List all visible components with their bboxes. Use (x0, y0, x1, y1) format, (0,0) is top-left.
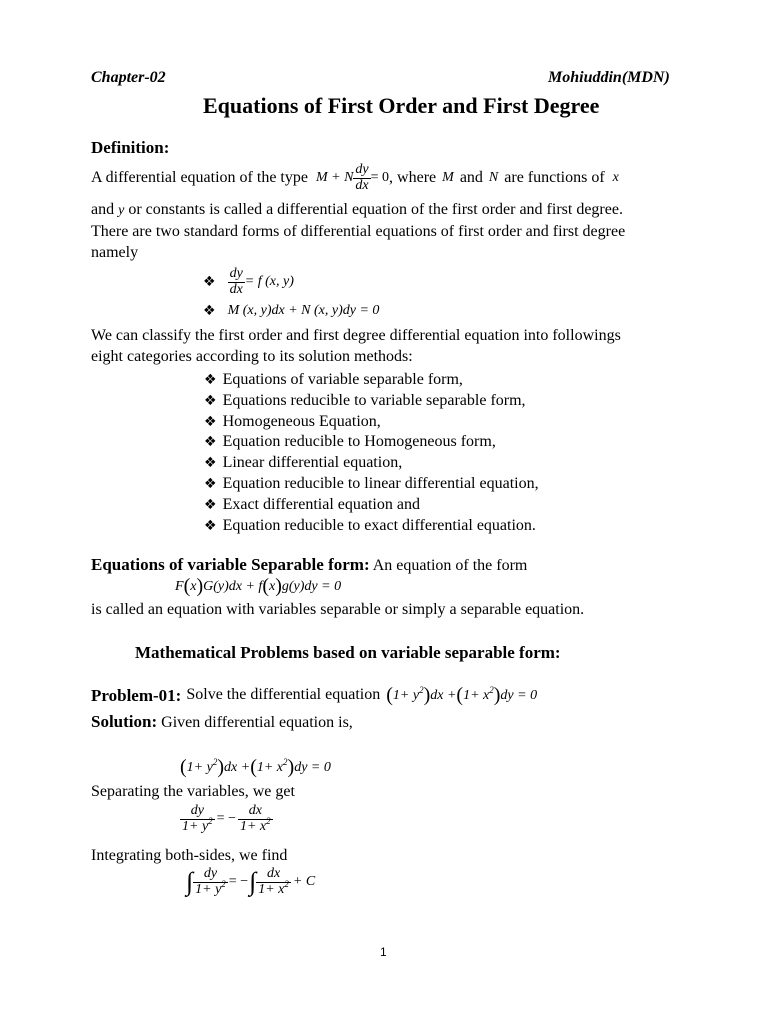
problem-equation: $(1+ y^2)dx +(1+ x^2)dy = 0$ (386, 684, 538, 706)
eq-term: dx + (224, 760, 251, 775)
eq1-rhs: = 0 (370, 170, 390, 185)
category-list (204, 370, 539, 536)
chapter-label: Chapter-02 (91, 69, 166, 86)
eq1-numerator: dy (355, 161, 369, 177)
form1-fraction (228, 267, 245, 297)
var-x: x (612, 170, 619, 185)
list-item (204, 453, 539, 474)
page-number: 1 (380, 945, 387, 959)
rhs-den-exp: 2 (266, 815, 271, 826)
int-lhs-fraction (193, 867, 228, 897)
lhs-den (180, 815, 215, 835)
eq-x1: x (190, 579, 197, 594)
list-item-text: Equation reducible to exact differential equation. (222, 516, 536, 534)
list-item-text: Exact differential equation and (222, 495, 420, 513)
list-item-text: Equations reducible to variable separable form, (222, 391, 526, 409)
eq1-fraction (353, 163, 370, 193)
classify-line-1: We can classify the first order and first degree differential equation into followings (91, 327, 621, 344)
list-item-text: Equation reducible to Homogeneous form, (222, 433, 496, 451)
eq-term: dy = 0 (294, 760, 331, 775)
eq-term: 1+ y (392, 688, 420, 703)
list-item-text: Linear differential equation, (222, 454, 403, 472)
eq-term: 1+ x (463, 688, 490, 703)
problems-heading: Mathematical Problems based on variable separable form: (135, 643, 561, 662)
definition-text-b: , where (389, 169, 437, 186)
list-item (204, 412, 539, 433)
list-item (204, 432, 539, 453)
diamond-bullet-icon: ❖ (204, 455, 217, 472)
list-item (204, 474, 539, 495)
form1-rhs: = f (x, y) (244, 274, 294, 289)
int-lhs-den-text: 1+ y (195, 881, 222, 897)
list-item-text: Equations of variable separable form, (222, 371, 463, 388)
eq-exp: 2 (212, 757, 218, 767)
eq-F: F (175, 579, 184, 594)
lhs-fraction (180, 804, 215, 834)
eq-term: dx + (430, 688, 457, 703)
separable-text: An equation of the form (372, 557, 528, 574)
definition-line-2 (91, 202, 623, 218)
list-item-text: Equation reducible to linear differential equation, (222, 474, 539, 492)
int-equals-minus: = − (228, 874, 249, 890)
diamond-bullet-icon: ❖ (204, 475, 217, 492)
definition-line-3: There are two standard forms of differential equations of first order and first degree (91, 223, 626, 240)
diamond-bullet-icon: ❖ (204, 517, 217, 534)
list-item (204, 391, 539, 412)
problem-01 (91, 685, 537, 705)
diamond-bullet-icon: ❖ (204, 372, 217, 388)
list-item (204, 495, 539, 516)
classify-line-2: eight categories according to its solution methods: (91, 348, 413, 365)
list-item-text: Homogeneous Equation, (222, 412, 381, 430)
standard-form-2 (203, 304, 379, 318)
solution-text: Given differential equation is, (161, 714, 353, 731)
problem-label: Problem-01: (91, 685, 182, 705)
diamond-bullet-icon: ❖ (204, 496, 217, 513)
eq1-denominator: dx (355, 177, 369, 193)
diamond-bullet-icon: ❖ (204, 434, 217, 451)
problem-text: Solve the differential equation (186, 686, 381, 703)
plus-constant: + C (292, 874, 316, 890)
separating-text: Separating the variables, we get (91, 783, 295, 800)
eq-exp: 2 (489, 685, 494, 695)
int-rhs-den-text: 1+ x (258, 881, 285, 897)
separable-line (91, 556, 527, 574)
form1-denominator: dx (229, 281, 243, 297)
separable-equation: F(x)G(y)dx + f(x)g(y)dy = 0 (175, 575, 342, 597)
lhs-den-text: 1+ y (182, 818, 209, 834)
definition-line-1 (91, 160, 619, 196)
integrating-text: Integrating both-sides, we find (91, 847, 288, 864)
eq-x2: x (269, 579, 276, 594)
eq-exp: 2 (283, 757, 288, 767)
diamond-bullet-icon: ❖ (204, 413, 217, 430)
eq-term: 1+ x (256, 760, 284, 775)
int-lhs-den (193, 878, 228, 898)
form1-numerator: dy (229, 265, 243, 281)
and-word: and (459, 169, 483, 186)
int-lhs-den-exp: 2 (221, 878, 226, 889)
list-item (204, 370, 539, 391)
definition-and: and (91, 201, 115, 218)
diamond-bullet-icon: ❖ (203, 303, 216, 319)
definition-line-4: namely (91, 244, 139, 261)
int-rhs-den (256, 878, 291, 898)
diamond-bullet-icon: ❖ (203, 274, 216, 290)
int-lhs-num: dy (193, 867, 228, 883)
standard-form-1 (203, 264, 294, 300)
list-item (204, 516, 539, 537)
int-rhs-fraction (256, 867, 291, 897)
definition-text-a: A differential equation of the type (91, 169, 308, 186)
separable-heading: Equations of variable Separable form: (91, 555, 370, 574)
diamond-bullet-icon: ❖ (204, 392, 217, 409)
integral-icon: ∫ (249, 867, 257, 897)
given-equation: $(1+ y^2)dx +(1+ x^2)dy = 0$ (180, 756, 331, 778)
separated-equation (180, 804, 273, 834)
eq-end: g(y)dy = 0 (281, 579, 342, 594)
var-M: M (442, 170, 454, 185)
rhs-den (238, 815, 273, 835)
integrated-equation (186, 867, 315, 897)
eq-exp: 2 (419, 685, 424, 695)
lhs-num: dy (180, 804, 215, 820)
page-title: Equations of First Order and First Degree (203, 93, 600, 118)
rhs-fraction (238, 804, 273, 834)
solution-line (91, 713, 353, 731)
lhs-den-exp: 2 (208, 815, 213, 826)
eq1-lhs: M + N (315, 170, 354, 185)
author-label: Mohiuddin(MDN) (548, 69, 670, 86)
form2-equation: M (x, y)dx + N (x, y)dy = 0 (227, 303, 380, 318)
int-rhs-den-exp: 2 (284, 878, 289, 889)
var-y: y (118, 203, 125, 218)
separable-after: is called an equation with variables separable or simply a separable equation. (91, 601, 585, 618)
equals-minus: = − (216, 811, 236, 827)
solution-label: Solution: (91, 712, 158, 731)
eq-term: 1+ y (186, 760, 213, 775)
integral-icon: ∫ (186, 867, 194, 897)
rhs-den-text: 1+ x (239, 818, 267, 834)
definition-text-d: or constants is called a differential equation of the first order and first degree. (128, 201, 623, 218)
int-rhs-num: dx (256, 867, 291, 883)
var-N: N (488, 170, 499, 185)
definition-text-c: are functions of (504, 169, 605, 186)
eq-mid: G(y)dx + f (203, 579, 263, 594)
eq-term: dy = 0 (500, 688, 538, 703)
definition-heading: Definition: (91, 138, 170, 157)
rhs-num: dx (238, 804, 273, 820)
